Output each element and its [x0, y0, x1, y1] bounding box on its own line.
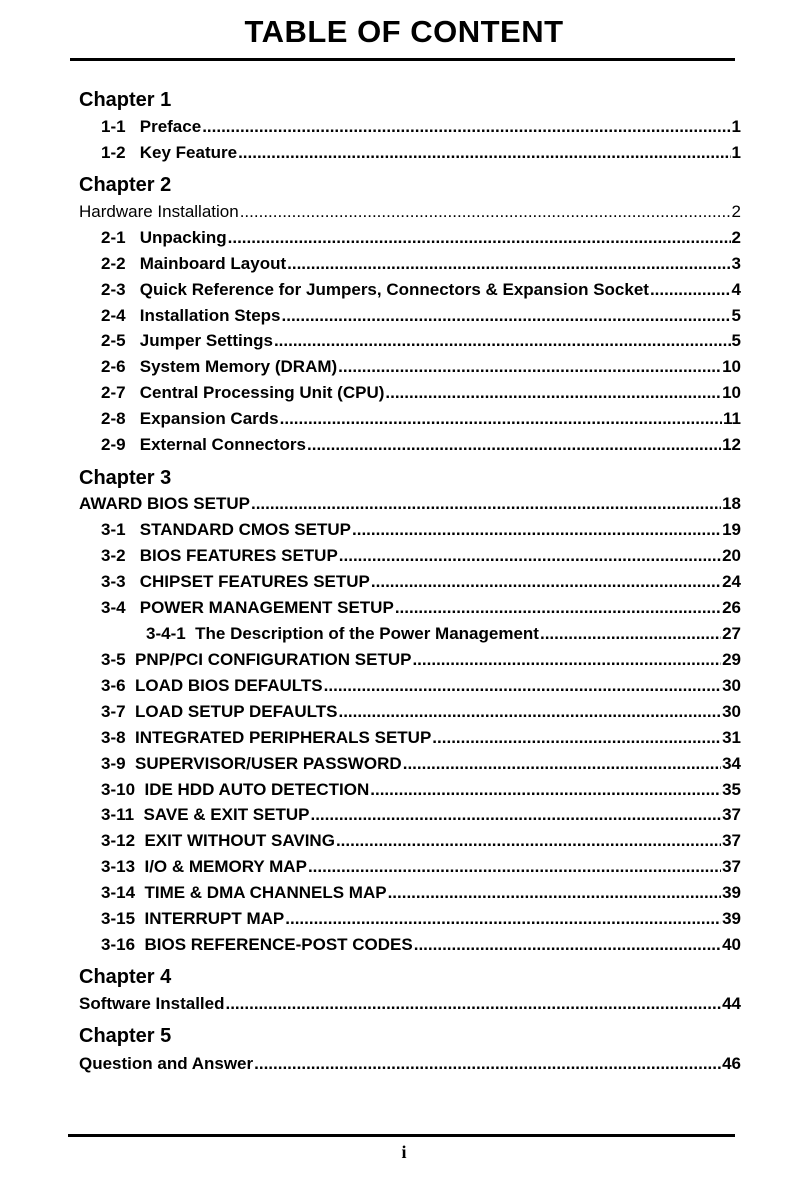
entry-label: 2-5 Jumper Settings [101, 331, 273, 350]
entry-label: 3-2 BIOS FEATURES SETUP [101, 546, 338, 565]
toc-entry[interactable] [101, 882, 741, 904]
toc-entry[interactable] [79, 1053, 741, 1075]
entry-page-number: 10 [722, 383, 741, 402]
dot-leader [385, 382, 721, 404]
toc-entry[interactable] [101, 934, 741, 956]
entry-page-number: 24 [722, 572, 741, 591]
entry-label: 3-4 POWER MANAGEMENT SETUP [101, 598, 394, 617]
toc-entry[interactable] [101, 116, 741, 138]
page-number: i [401, 1142, 407, 1162]
toc-entry[interactable] [101, 142, 741, 164]
dot-leader [285, 908, 721, 930]
entry-label: 3-13 I/O & MEMORY MAP [101, 857, 307, 876]
dot-leader [308, 856, 721, 878]
entry-label: 3-5 PNP/PCI CONFIGURATION SETUP [101, 650, 412, 669]
toc-entry[interactable] [101, 830, 741, 852]
toc-entry[interactable] [101, 253, 741, 275]
dot-leader [310, 804, 721, 826]
toc-entry[interactable] [79, 993, 741, 1015]
dot-leader [228, 227, 731, 249]
chapter-4-heading: Chapter 4 [79, 966, 172, 988]
toc-entry[interactable] [101, 545, 741, 567]
entry-label: 3-11 SAVE & EXIT SETUP [101, 805, 310, 824]
entry-page-number: 3 [731, 254, 741, 273]
entry-label: 2-8 Expansion Cards [101, 409, 279, 428]
dot-leader [352, 519, 721, 541]
entry-label: 2-1 Unpacking [101, 228, 227, 247]
entry-label: 3-4-1 The Description of the Power Management [146, 624, 539, 643]
entry-label: Software Installed [79, 994, 225, 1013]
entry-label: 2-2 Mainboard Layout [101, 254, 287, 273]
dot-leader [371, 571, 721, 593]
entry-label: 3-14 TIME & DMA CHANNELS MAP [101, 883, 387, 902]
toc-entry[interactable] [101, 519, 741, 541]
entry-page-number: 10 [722, 357, 741, 376]
toc-entry[interactable] [101, 434, 741, 456]
dot-leader [280, 408, 722, 430]
dot-leader [388, 882, 722, 904]
entry-label: 3-3 CHIPSET FEATURES SETUP [101, 572, 370, 591]
chapter-2-heading: Chapter 2 [79, 174, 172, 196]
entry-page-number: 18 [722, 494, 741, 513]
entry-page-number: 37 [722, 831, 741, 850]
entry-page-number: 12 [722, 435, 741, 454]
entry-label: 3-1 STANDARD CMOS SETUP [101, 520, 351, 539]
entry-page-number: 37 [722, 805, 741, 824]
chapter-3-heading: Chapter 3 [79, 467, 172, 489]
entry-page-number: 30 [722, 676, 741, 695]
toc-entry[interactable] [101, 856, 741, 878]
dot-leader [338, 356, 721, 378]
entry-label: Hardware Installation [79, 202, 239, 221]
dot-leader [240, 201, 731, 223]
footer-rule [68, 1134, 735, 1137]
toc-entry[interactable] [146, 623, 741, 645]
dot-leader [307, 434, 721, 456]
entry-page-number: 35 [722, 780, 741, 799]
toc-entry[interactable] [101, 779, 741, 801]
entry-label: 3-16 BIOS REFERENCE-POST CODES [101, 935, 413, 954]
page-title: TABLE OF CONTENT [244, 14, 564, 49]
entry-page-number: 26 [722, 598, 741, 617]
dot-leader [238, 142, 730, 164]
toc-entry[interactable] [101, 227, 741, 249]
entry-page-number: 30 [722, 702, 741, 721]
entry-label: 3-8 INTEGRATED PERIPHERALS SETUP [101, 728, 432, 747]
toc-entry[interactable] [101, 571, 741, 593]
entry-page-number: 2 [731, 202, 741, 221]
entry-label: 3-15 INTERRUPT MAP [101, 909, 285, 928]
dot-leader [540, 623, 721, 645]
dot-leader [650, 279, 731, 301]
dot-leader [282, 305, 731, 327]
entry-page-number: 34 [722, 754, 741, 773]
dot-leader [370, 779, 721, 801]
toc-entry[interactable] [101, 305, 741, 327]
entry-label: 3-6 LOAD BIOS DEFAULTS [101, 676, 323, 695]
entry-page-number: 5 [731, 331, 741, 350]
toc-entry[interactable] [79, 201, 741, 223]
toc-entry[interactable] [101, 649, 741, 671]
dot-leader [339, 545, 721, 567]
entry-page-number: 29 [722, 650, 741, 669]
entry-page-number: 46 [722, 1054, 741, 1073]
dot-leader [251, 493, 721, 515]
chapter-5-heading: Chapter 5 [79, 1025, 172, 1047]
dot-leader [403, 753, 721, 775]
entry-page-number: 1 [731, 143, 741, 162]
toc-entry[interactable] [101, 804, 741, 826]
toc-entry[interactable] [101, 701, 741, 723]
dot-leader [254, 1053, 721, 1075]
dot-leader [395, 597, 721, 619]
toc-entry[interactable] [101, 356, 741, 378]
dot-leader [324, 675, 721, 697]
entry-page-number: 40 [722, 935, 741, 954]
entry-page-number: 5 [731, 306, 741, 325]
dot-leader [336, 830, 721, 852]
entry-label: 2-4 Installation Steps [101, 306, 281, 325]
dot-leader [412, 649, 721, 671]
entry-label: 3-10 IDE HDD AUTO DETECTION [101, 780, 370, 799]
entry-page-number: 39 [722, 883, 741, 902]
entry-page-number: 31 [722, 728, 741, 747]
entry-page-number: 39 [722, 909, 741, 928]
dot-leader [225, 993, 721, 1015]
toc-entry[interactable] [79, 493, 741, 515]
entry-label: Question and Answer [79, 1054, 254, 1073]
toc-entry[interactable] [101, 908, 741, 930]
entry-page-number: 44 [722, 994, 741, 1013]
entry-page-number: 2 [731, 228, 741, 247]
entry-label: 2-6 System Memory (DRAM) [101, 357, 338, 376]
entry-label: 3-12 EXIT WITHOUT SAVING [101, 831, 335, 850]
dot-leader [287, 253, 730, 275]
dot-leader [338, 701, 721, 723]
entry-label: 1-1 Preface [101, 117, 202, 136]
entry-page-number: 4 [731, 280, 741, 299]
entry-page-number: 37 [722, 857, 741, 876]
entry-label: 2-7 Central Processing Unit (CPU) [101, 383, 385, 402]
dot-leader [274, 330, 731, 352]
toc-entry[interactable] [101, 727, 741, 749]
dot-leader [432, 727, 721, 749]
toc-entry[interactable] [101, 382, 741, 404]
chapter-1-heading: Chapter 1 [79, 89, 172, 111]
entry-label: AWARD BIOS SETUP [79, 494, 250, 513]
toc-entry[interactable] [101, 408, 741, 430]
entry-page-number: 11 [723, 409, 741, 428]
entry-page-number: 20 [722, 546, 741, 565]
entry-page-number: 1 [731, 117, 741, 136]
entry-page-number: 27 [722, 624, 741, 643]
toc-entry[interactable] [101, 753, 741, 775]
toc-entry[interactable] [101, 675, 741, 697]
entry-page-number: 19 [722, 520, 741, 539]
title-rule [70, 58, 735, 61]
entry-label: 3-7 LOAD SETUP DEFAULTS [101, 702, 338, 721]
entry-label: 2-9 External Connectors [101, 435, 307, 454]
entry-label: 1-2 Key Feature [101, 143, 238, 162]
dot-leader [202, 116, 730, 138]
dot-leader [414, 934, 721, 956]
entry-label: 3-9 SUPERVISOR/USER PASSWORD [101, 754, 402, 773]
toc-entry[interactable] [101, 330, 741, 352]
toc-entry[interactable] [101, 597, 741, 619]
entry-label: 2-3 Quick Reference for Jumpers, Connectors & Expansion Socket [101, 280, 649, 299]
toc-entry[interactable] [101, 279, 741, 301]
